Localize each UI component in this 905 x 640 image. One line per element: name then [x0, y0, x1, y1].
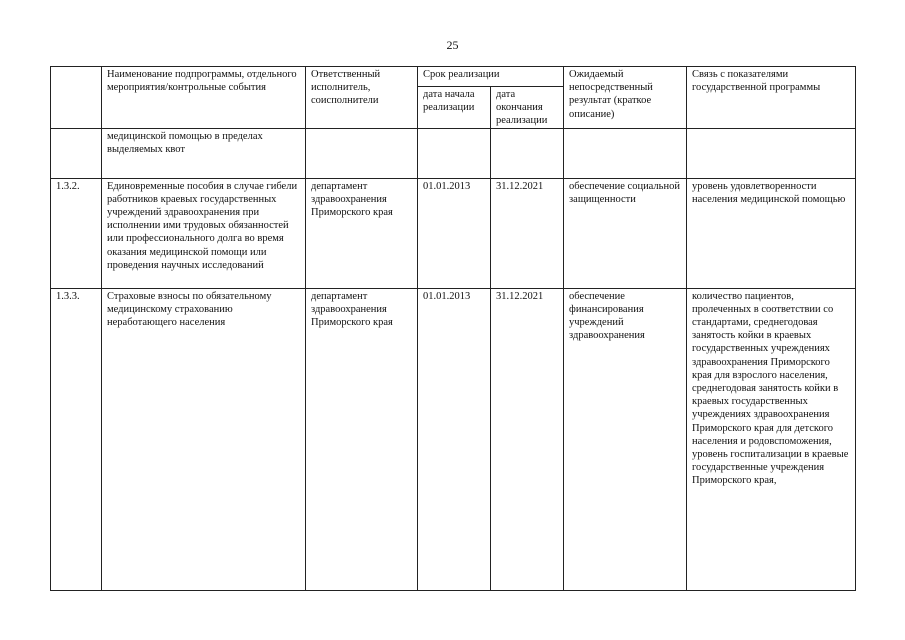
row-result [564, 128, 687, 178]
header-row [51, 67, 856, 87]
table-row [51, 128, 856, 178]
row-responsible: департамент здравоохранения Приморского края [306, 178, 418, 288]
row-start [418, 128, 491, 178]
header-start: дата начала реализации [418, 87, 491, 129]
header-result: Ожидаемый непосредственный результат (краткое описание) [564, 67, 687, 129]
row-name: медицинской помощью в пределах выделяемых квот [102, 128, 306, 178]
row-link: уровень удовлетворенности населения медицинской помощью [687, 178, 856, 288]
row-name: Страховые взносы по обязательному медицинскому страхованию неработающего населения [102, 288, 306, 590]
row-end: 31.12.2021 [491, 288, 564, 590]
header-end: дата окончания реализации [491, 87, 564, 129]
header-num [51, 67, 102, 129]
table-row [51, 178, 856, 288]
row-name: Единовременные пособия в случае гибели работников краевых государственных учреждений здравоохранения при исполнении ими трудовых обязанностей или профессионального долга во время оказания медицинской помощи или проведения научных исследований [102, 178, 306, 288]
row-result: обеспечение социальной защищенности [564, 178, 687, 288]
row-end [491, 128, 564, 178]
table-row [51, 288, 856, 590]
row-start: 01.01.2013 [418, 178, 491, 288]
program-table [50, 66, 856, 591]
row-end: 31.12.2021 [491, 178, 564, 288]
header-period: Срок реализации [418, 67, 564, 87]
row-num [51, 128, 102, 178]
row-result: обеспечение финансирования учреждений здравоохранения [564, 288, 687, 590]
header-link: Связь с показателями государственной программы [687, 67, 856, 129]
header-name: Наименование подпрограммы, отдельного мероприятия/контрольные события [102, 67, 306, 129]
row-link [687, 128, 856, 178]
row-responsible: департамент здравоохранения Приморского края [306, 288, 418, 590]
header-responsible: Ответственный исполнитель, соисполнители [306, 67, 418, 129]
row-responsible [306, 128, 418, 178]
page-number: 25 [446, 38, 459, 52]
row-start: 01.01.2013 [418, 288, 491, 590]
row-num: 1.3.3. [51, 288, 102, 590]
row-num: 1.3.2. [51, 178, 102, 288]
row-link: количество пациентов, пролеченных в соответствии со стандартами, среднегодовая занятость койки в краевых государственных учреждениях здравоохранения Приморского края для взрослого населения, среднегодовая занятость койки в краевых государственных учреждениях здравоохранения Приморского края для детского населения и родовспоможения, уровень госпитализации в краевые государственные учреждения Приморского края, [687, 288, 856, 590]
